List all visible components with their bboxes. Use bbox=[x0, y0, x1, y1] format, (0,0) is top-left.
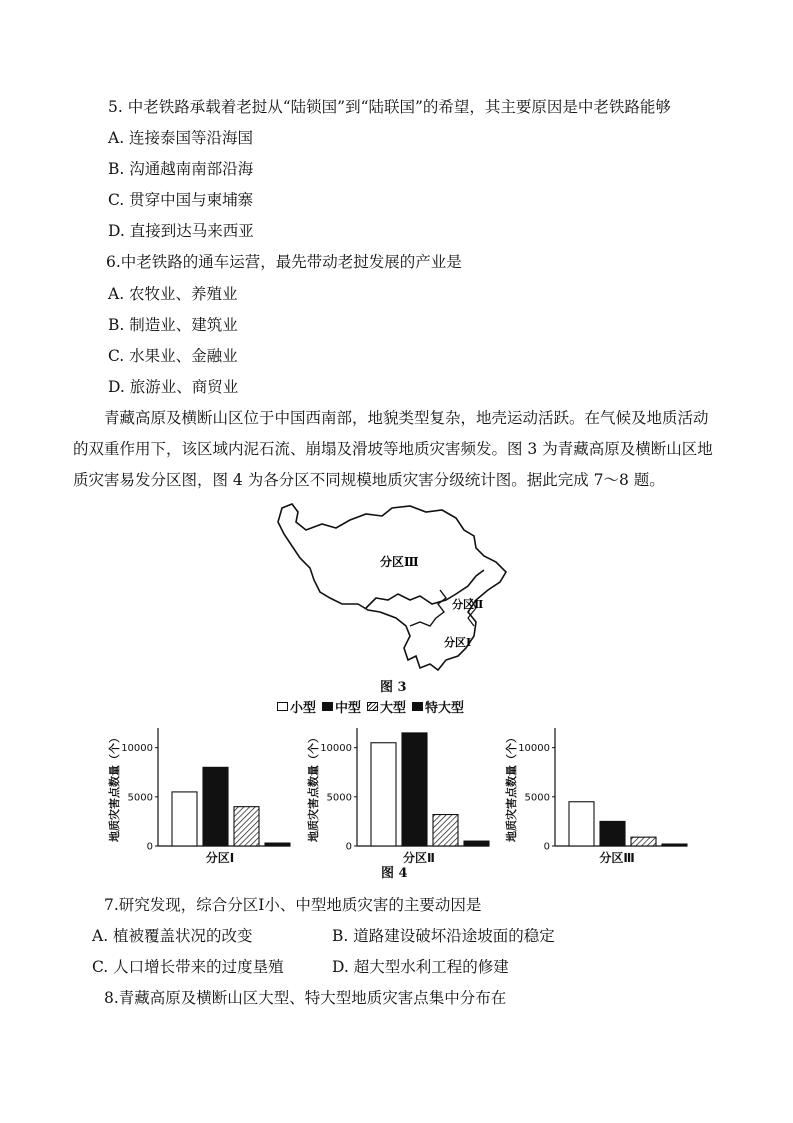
bar-chart-zone-3 bbox=[503, 718, 693, 863]
bar-xlarge bbox=[464, 841, 489, 846]
bar-large bbox=[234, 807, 259, 846]
x-axis-label: 分区Ⅱ bbox=[403, 851, 435, 865]
bar-chart-zone-1 bbox=[106, 718, 296, 863]
bar-medium bbox=[600, 821, 625, 846]
figure-4-caption: 图 4 bbox=[381, 866, 408, 881]
bar-chart-zone-2 bbox=[305, 718, 495, 863]
legend-label-small: 小型 bbox=[290, 701, 317, 716]
zone-map-outline bbox=[270, 500, 520, 675]
y-tick-label: 0 bbox=[345, 841, 352, 853]
q6-option-a: A. 农牧业、养殖业 bbox=[108, 285, 238, 303]
chart-svg bbox=[503, 718, 693, 863]
legend-item-medium bbox=[322, 697, 361, 716]
passage-line-3: 质灾害易发分区图，图 4 为各分区不同规模地质灾害分级统计图。据此完成 7～8 题。 bbox=[73, 471, 665, 489]
y-axis-label: 地质灾害点数量（个） bbox=[505, 732, 518, 842]
q7-option-a: A. 植被覆盖状况的改变 bbox=[92, 927, 253, 945]
y-tick-label: 0 bbox=[543, 841, 550, 853]
bar-xlarge bbox=[265, 843, 290, 846]
y-tick-label: 5000 bbox=[524, 792, 550, 804]
legend-swatch-large bbox=[367, 702, 378, 711]
figure-3-map bbox=[270, 500, 520, 675]
chart-svg bbox=[305, 718, 495, 863]
q6-stem: 6.中老铁路的通车运营，最先带动老挝发展的产业是 bbox=[106, 253, 462, 271]
y-tick-label: 5000 bbox=[326, 792, 352, 804]
zone-1-label: 分区Ⅰ bbox=[444, 636, 472, 649]
q6-option-c: C. 水果业、金融业 bbox=[108, 347, 238, 365]
y-axis-label: 地质灾害点数量（个） bbox=[307, 732, 320, 842]
q5-option-d: D. 直接到达马来西亚 bbox=[108, 222, 254, 240]
chart-svg bbox=[106, 718, 296, 863]
figure-3-caption: 图 3 bbox=[380, 680, 407, 695]
q7-option-d: D. 超大型水利工程的修建 bbox=[332, 958, 509, 976]
bar-medium bbox=[402, 733, 427, 846]
legend-label-large: 大型 bbox=[380, 701, 407, 716]
bar-small bbox=[569, 802, 594, 846]
x-axis-label: 分区Ⅰ bbox=[205, 851, 235, 865]
bar-medium bbox=[203, 767, 228, 846]
q5-option-a: A. 连接泰国等沿海国 bbox=[108, 129, 254, 147]
y-tick-label: 0 bbox=[146, 841, 153, 853]
bar-large bbox=[433, 815, 458, 846]
x-axis-label: 分区Ⅲ bbox=[599, 851, 635, 865]
legend-label-medium: 中型 bbox=[335, 701, 362, 716]
bar-xlarge bbox=[662, 844, 687, 846]
y-tick-label: 10000 bbox=[518, 743, 550, 755]
bar-large bbox=[631, 837, 656, 846]
q8-stem: 8.青藏高原及横断山区大型、特大型地质灾害点集中分布在 bbox=[104, 989, 507, 1007]
bar-small bbox=[371, 743, 396, 846]
legend-swatch-small bbox=[277, 702, 288, 711]
y-axis-label: 地质灾害点数量（个） bbox=[108, 732, 121, 842]
plateau-outline bbox=[278, 504, 506, 670]
q6-option-b: B. 制造业、建筑业 bbox=[108, 316, 238, 334]
q5-option-c: C. 贯穿中国与柬埔寨 bbox=[108, 191, 254, 209]
legend-item-small bbox=[277, 697, 316, 716]
q7-option-b: B. 道路建设破坏沿途坡面的稳定 bbox=[332, 927, 555, 945]
legend-item-xlarge bbox=[412, 697, 464, 716]
zone-2-label: 分区Ⅱ bbox=[452, 598, 484, 611]
zone-3-label: 分区Ⅲ bbox=[380, 555, 419, 569]
q5-stem: 5. 中老铁路承载着老挝从“陆锁国”到“陆联国”的希望，其主要原因是中老铁路能够 bbox=[108, 98, 671, 116]
q6-option-d: D. 旅游业、商贸业 bbox=[108, 378, 239, 396]
q7-option-c: C. 人口增长带来的过度垦殖 bbox=[92, 958, 284, 976]
q7-stem: 7.研究发现，综合分区Ⅰ小、中型地质灾害的主要动因是 bbox=[104, 896, 482, 914]
legend-swatch-medium bbox=[322, 702, 333, 711]
legend-label-xlarge: 特大型 bbox=[425, 701, 465, 716]
bar-small bbox=[172, 792, 197, 846]
q5-option-b: B. 沟通越南南部沿海 bbox=[108, 160, 254, 178]
y-tick-label: 10000 bbox=[320, 743, 352, 755]
y-tick-label: 10000 bbox=[121, 743, 153, 755]
legend-swatch-xlarge bbox=[412, 702, 423, 711]
passage-line-2: 的双重作用下，该区域内泥石流、崩塌及滑坡等地质灾害频发。图 3 为青藏高原及横断山区地 bbox=[73, 440, 713, 458]
chart-legend bbox=[277, 697, 464, 716]
passage-line-1: 青藏高原及横断山区位于中国西南部，地貌类型复杂，地壳运动活跃。在气候及地质活动 bbox=[104, 409, 709, 427]
y-tick-label: 5000 bbox=[127, 792, 153, 804]
legend-item-large bbox=[367, 697, 406, 716]
